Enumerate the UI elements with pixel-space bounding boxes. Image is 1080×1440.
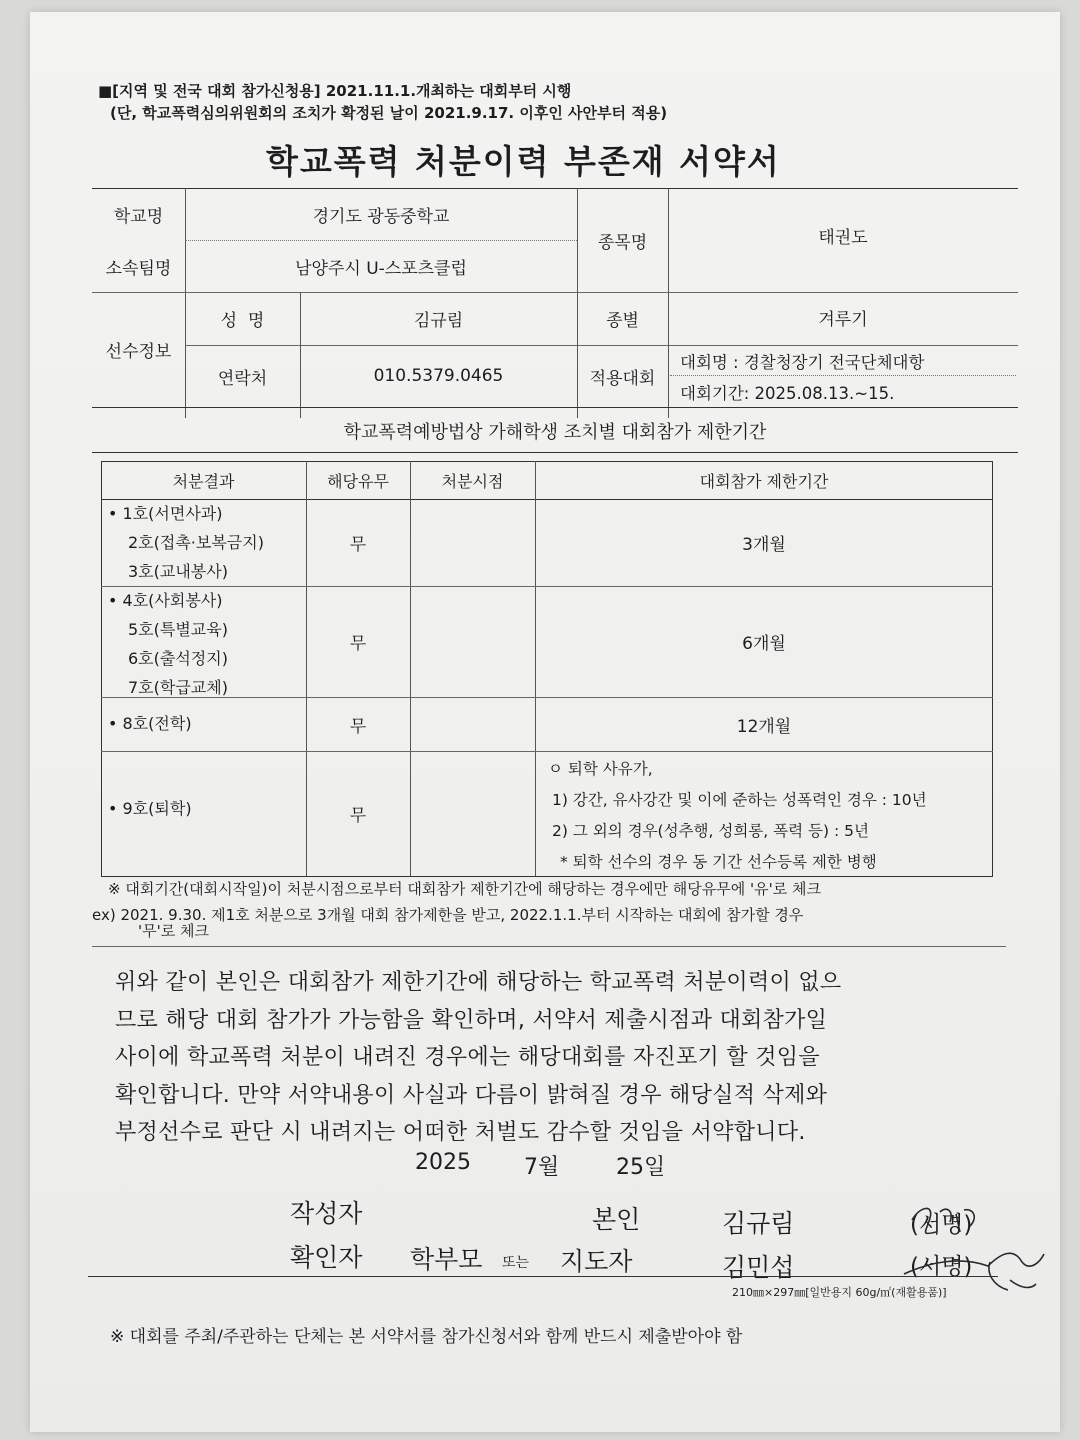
paper-spec: 210㎜×297㎜[일반용지 60g/㎡(재활용품)] xyxy=(732,1286,947,1299)
table-row-3-items xyxy=(108,709,192,738)
pledge-paragraph xyxy=(115,964,1005,1152)
date-month: 7월 xyxy=(524,1155,560,1180)
table-row-4-time xyxy=(410,751,535,875)
school-label: 학교명 xyxy=(113,206,164,227)
list-item: 2호(접촉·보복금지) xyxy=(128,533,264,552)
restriction-section-title: 학교폭력예방법상 가해학생 조치별 대회참가 제한기간 xyxy=(343,422,767,443)
list-item: • 8호(전학) xyxy=(108,714,192,733)
date-year: 2025 xyxy=(415,1150,471,1175)
table-row-2-applies: 무 xyxy=(349,634,367,654)
table-row-3-applies: 무 xyxy=(349,716,367,737)
pledge-line: 사이에 학교폭력 처분이 내려진 경우에는 해당대회를 자진포기 할 것임을 xyxy=(115,1045,820,1070)
confirmer-sign-placeholder: (서명) xyxy=(910,1254,973,1280)
contact-value: 010.5379.0465 xyxy=(373,366,504,386)
pledge-line: 므로 해당 대회 참가가 가능함을 확인하며, 서약서 제출시점과 대회참가일 xyxy=(115,1007,828,1033)
list-item: 5호(특별교육) xyxy=(128,620,228,639)
table-note-2: ex) 2021. 9.30. 제1호 처분으로 3개월 대회 참가제한을 받고, 2022.1.1.부터 시작하는 대회에 참가할 경우 xyxy=(92,906,804,924)
table-note-3: '무'로 체크 xyxy=(138,922,209,940)
list-item: • 4호(사회봉사) xyxy=(108,591,223,610)
writer-label: 작성자 xyxy=(290,1199,363,1228)
table-note-1: ※ 대회기간(대회시작일)이 처분시점으로부터 대회참가 제한기간에 해당하는 경우에만 해당유무에 '유'로 체크 xyxy=(108,880,821,898)
header-applies: 해당유무 xyxy=(327,471,389,491)
pledge-line: 위와 같이 본인은 대회참가 제한기간에 해당하는 학교폭력 처분이력이 없으 xyxy=(115,970,842,995)
list-item: 6호(출석정지) xyxy=(128,649,228,668)
team-value: 남양주시 U-스포츠클럽 xyxy=(295,258,467,279)
writer-role: 본인 xyxy=(592,1205,641,1234)
competition-period: 대회기간: 2025.08.13.~15. xyxy=(680,384,895,403)
date-day: 25일 xyxy=(616,1155,666,1180)
section-title-underline xyxy=(92,452,1018,453)
footer-note: ※ 대회를 주최/주관하는 단체는 본 서약서를 참가신청서와 함께 반드시 제출받아야 함 xyxy=(110,1327,743,1347)
header-time: 처분시점 xyxy=(441,471,504,491)
competition-name: 대회명 : 경찰청장기 전국단체대항 xyxy=(680,353,925,372)
name-value: 김규림 xyxy=(413,311,464,331)
school-value: 경기도 광동중학교 xyxy=(312,206,450,227)
writer-name: 김규림 xyxy=(722,1209,795,1238)
restriction-row-divider-3 xyxy=(101,751,993,752)
category-value: 겨루기 xyxy=(818,309,868,330)
list-item: • 1호(서면사과) xyxy=(108,504,223,523)
category-label: 종별 xyxy=(606,311,639,331)
name-label: 성 명 xyxy=(220,311,265,331)
team-label: 소속팀명 xyxy=(105,258,172,279)
header-period: 대회참가 제한기간 xyxy=(699,471,829,491)
list-item: 3호(교내봉사) xyxy=(128,562,228,581)
header-result: 처분결과 xyxy=(172,471,235,491)
info-table-bottom-border xyxy=(92,407,1018,408)
pledge-line: 확인합니다. 만약 서약내용이 사실과 다름이 밝혀질 경우 해당실적 삭제와 xyxy=(115,1082,828,1108)
document-title: 학교폭력 처분이력 부존재 서약서 xyxy=(266,142,781,181)
table-row-2-time xyxy=(410,586,535,697)
table-row-4-items xyxy=(108,794,192,823)
confirmer-or: 또는 xyxy=(502,1255,530,1271)
pledge-line: 부정선수로 판단 시 내려지는 어떠한 처벌도 감수할 것임을 서약합니다. xyxy=(115,1120,806,1145)
contact-label: 연락처 xyxy=(217,368,268,389)
table-row-4-applies: 무 xyxy=(349,805,367,826)
table-row-1-items xyxy=(108,499,264,586)
signature-bottom-border xyxy=(88,1276,998,1277)
list-item: 2) 그 외의 경우(성추행, 성희롱, 폭력 등) : 5년 xyxy=(552,822,869,840)
table-row-3-time xyxy=(410,697,535,751)
list-item: • 9호(퇴학) xyxy=(108,799,192,818)
table-row-1-time xyxy=(410,499,535,586)
sport-label: 종목명 xyxy=(597,232,648,253)
table-row-3-period: 12개월 xyxy=(736,716,792,737)
confirmer-label: 확인자 xyxy=(290,1243,363,1272)
list-item: * 퇴학 선수의 경우 동 기간 선수등록 제한 병행 xyxy=(560,853,877,871)
table-row-1-applies: 무 xyxy=(349,535,367,555)
competition-label: 적용대회 xyxy=(589,368,656,389)
list-item: 1) 강간, 유사강간 및 이에 준하는 성폭력인 경우 : 10년 xyxy=(552,791,927,809)
notes-underline xyxy=(92,946,1006,947)
list-item: ㅇ 퇴학 사유가, xyxy=(548,760,653,778)
notice-line-2: (단, 학교폭력심의위원회의 조치가 확정된 날이 2021.9.17. 이후인 사안부터 적용) xyxy=(110,104,668,122)
notice-line-1: ■[지역 및 전국 대회 참가신청용] 2021.11.1.개최하는 대회부터 시행 xyxy=(98,82,572,100)
list-item: 7호(학급교체) xyxy=(128,678,228,697)
table-row-2-items xyxy=(108,586,228,702)
pledge-document xyxy=(30,12,1060,1432)
confirmer-role-coach: 지도자 xyxy=(560,1247,633,1276)
table-row-2-period: 6개월 xyxy=(742,634,786,654)
player-info-label: 선수정보 xyxy=(105,342,172,362)
sport-value: 태권도 xyxy=(818,227,868,248)
confirmer-name: 김민섭 xyxy=(722,1253,795,1282)
expulsion-notes xyxy=(548,754,927,878)
table-row-1-period: 3개월 xyxy=(742,535,786,555)
confirmer-role-parent: 학부모 xyxy=(410,1245,483,1274)
writer-sign-placeholder: (서명) xyxy=(910,1212,973,1238)
